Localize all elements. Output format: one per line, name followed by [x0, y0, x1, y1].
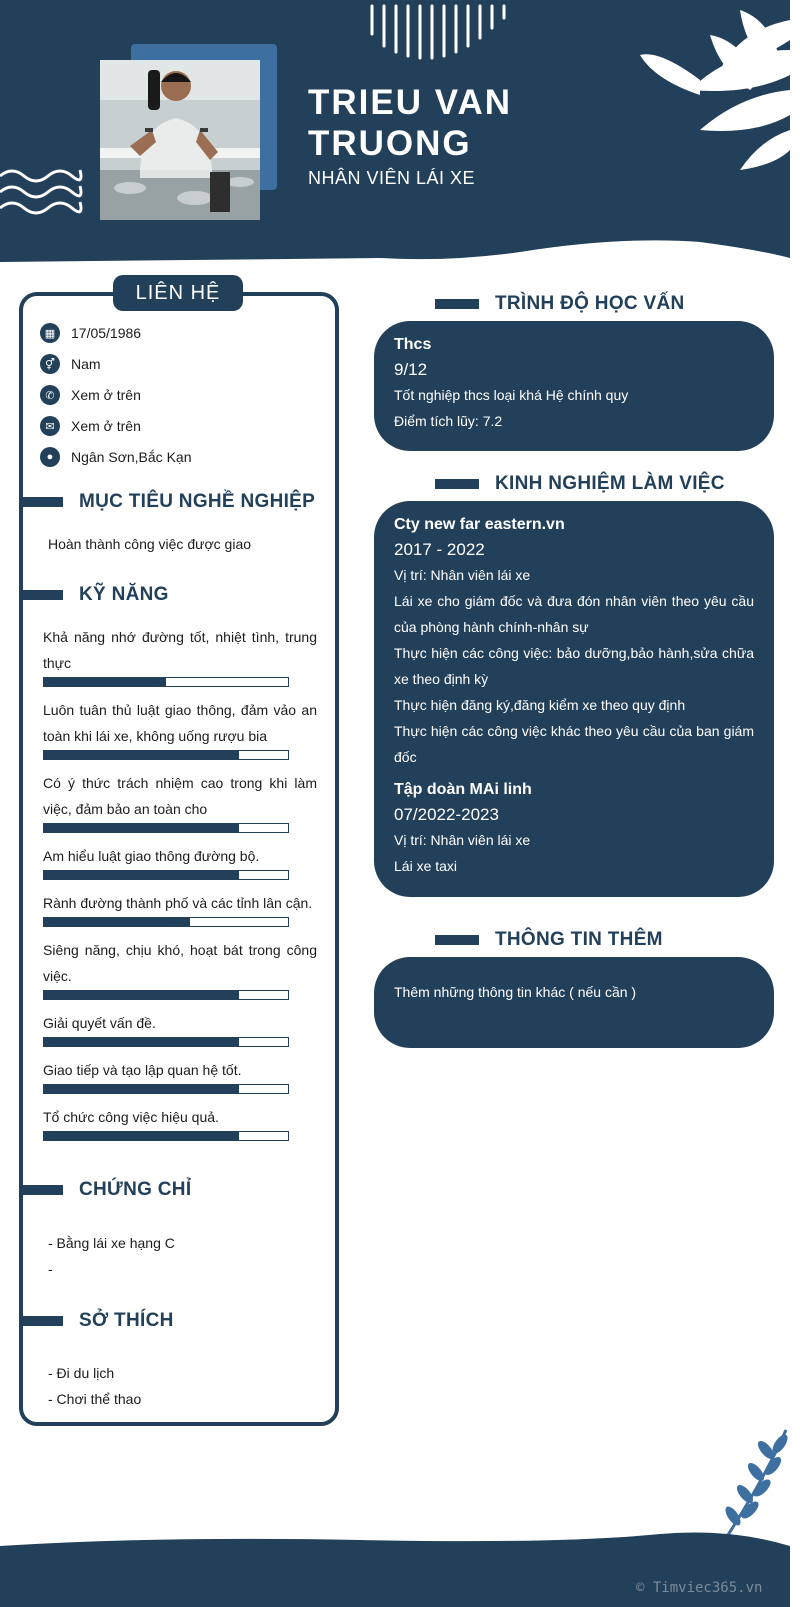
contact-birthday — [40, 322, 141, 344]
skill-name: Khả năng nhớ đường tốt, nhiệt tình, trung thực — [43, 629, 317, 671]
contact-email-value: Xem ở trên — [71, 418, 141, 434]
skill-level-fill — [44, 678, 166, 686]
experience-item — [394, 780, 754, 879]
experience-detail: Lái xe cho giám đốc và đưa đón nhân viên theo yêu cầu của phòng hành chính-nhân sự — [394, 593, 754, 635]
certificate-line: - — [48, 1261, 53, 1277]
experience-heading: KINH NGHIỆM LÀM VIỆC — [495, 473, 725, 494]
skill-level-bar — [43, 870, 289, 880]
skill-name: Luôn tuân thủ luật giao thông, đảm vảo an toàn khi lái xe, không uống rượu bia — [43, 702, 317, 744]
candidate-name: TRIEU VAN TRUONG — [308, 83, 513, 163]
skill-name: Giải quyết vấn đề. — [43, 1015, 156, 1031]
footer-watermark: © Timviec365.vn — [636, 1580, 763, 1596]
education-card — [374, 321, 774, 451]
phone-icon: ✆ — [40, 385, 60, 405]
skill-item — [43, 624, 317, 687]
branch-decoration — [718, 1426, 790, 1544]
gender-icon: ⚥ — [40, 354, 60, 374]
skill-name: Giao tiếp và tạo lập quan hệ tốt. — [43, 1062, 242, 1078]
skills-heading: KỸ NĂNG — [79, 584, 169, 605]
education-detail: Điểm tích lũy: 7.2 — [394, 413, 503, 429]
skill-level-bar — [43, 1084, 289, 1094]
skill-level-fill — [44, 824, 239, 832]
experience-detail: Lái xe taxi — [394, 858, 458, 874]
skill-level-fill — [44, 918, 190, 926]
contact-email — [40, 415, 141, 437]
education-school: Thcs — [394, 336, 432, 353]
objective-text: Hoàn thành công việc được giao — [48, 536, 252, 552]
skills-section-heading — [19, 584, 169, 606]
skill-level-bar — [43, 823, 289, 833]
contact-address-value: Ngân Sơn,Bắc Kạn — [71, 449, 192, 465]
experience-company: Tập doàn MAi linh — [394, 781, 532, 798]
additional-text: Thêm những thông tin khác ( nếu cần ) — [394, 984, 637, 1000]
contact-heading: LIÊN HỆ — [113, 275, 243, 311]
hobby-line: - Đi du lịch — [48, 1365, 115, 1381]
experience-time: 07/2022-2023 — [394, 805, 499, 824]
skill-level-fill — [44, 1132, 239, 1140]
skill-level-fill — [44, 991, 239, 999]
hobby-line: - Chơi thể thao — [48, 1391, 142, 1407]
location-pin-icon: ● — [40, 447, 60, 467]
experience-detail: Thực hiện các công việc: bảo dưỡng,bảo hành,sửa chữa xe theo định kỳ — [394, 645, 754, 687]
skill-level-bar — [43, 917, 289, 927]
skill-level-fill — [44, 751, 239, 759]
header-banner — [0, 0, 790, 270]
skill-level-fill — [44, 1038, 239, 1046]
education-time: 9/12 — [394, 360, 428, 379]
skill-name: Tổ chức công việc hiệu quả. — [43, 1109, 219, 1125]
contact-address — [40, 446, 191, 468]
experience-item — [394, 515, 754, 770]
email-icon: ✉ — [40, 416, 60, 436]
experience-detail: Vị trí: Nhân viên lái xe — [394, 832, 531, 848]
additional-heading: THÔNG TIN THÊM — [495, 929, 663, 950]
section-bar — [435, 935, 479, 945]
experience-detail: Thực hiện các công việc khác theo yêu cầu của ban giám đốc — [394, 723, 754, 765]
skill-name: Siêng năng, chịu khó, hoạt bát trong công việc. — [43, 942, 317, 984]
contact-gender — [40, 353, 101, 375]
skill-level-bar — [43, 750, 289, 760]
hobbies-section-heading — [19, 1310, 174, 1332]
contact-birthday-value: 17/05/1986 — [71, 325, 142, 341]
skill-level-bar — [43, 1037, 289, 1047]
education-heading: TRÌNH ĐỘ HỌC VẤN — [495, 293, 685, 314]
objective-heading: MỤC TIÊU NGHỀ NGHIỆP — [79, 491, 316, 512]
experience-detail: Vị trí: Nhân viên lái xe — [394, 567, 531, 583]
skill-item — [43, 1010, 317, 1047]
certificates-section-heading — [19, 1179, 191, 1201]
skill-level-fill — [44, 871, 239, 879]
skill-item — [43, 890, 317, 927]
objective-section-heading — [19, 491, 315, 513]
additional-card — [374, 957, 774, 1048]
certificates-heading: CHỨNG CHỈ — [79, 1179, 192, 1200]
experience-time: 2017 - 2022 — [394, 540, 485, 559]
section-bar — [19, 497, 63, 507]
skill-name: Rành đường thành phố và các tỉnh lân cận. — [43, 895, 313, 911]
contact-phone — [40, 384, 141, 406]
skill-level-bar — [43, 1131, 289, 1141]
experience-section-heading — [435, 473, 725, 495]
additional-section-heading — [435, 929, 663, 951]
certificate-line: - Bằng lái xe hạng C — [48, 1235, 175, 1251]
skill-name: Am hiểu luật giao thông đường bộ. — [43, 848, 260, 864]
experience-card — [374, 501, 774, 897]
experience-detail: Thực hiện đăng ký,đăng kiểm xe theo quy định — [394, 697, 686, 713]
skill-item — [43, 770, 317, 833]
skill-item — [43, 1104, 317, 1141]
section-bar — [19, 590, 63, 600]
education-detail: Tốt nghiệp thcs loại khá Hệ chính quy — [394, 387, 629, 403]
education-item — [394, 335, 754, 434]
section-bar — [19, 1185, 63, 1195]
skill-item — [43, 937, 317, 1000]
candidate-title: NHÂN VIÊN LÁI XE — [308, 168, 476, 188]
skill-level-bar — [43, 990, 289, 1000]
experience-company: Cty new far eastern.vn — [394, 516, 565, 533]
contact-gender-value: Nam — [71, 356, 101, 372]
skill-item — [43, 1057, 317, 1094]
skill-name: Có ý thức trách nhiệm cao trong khi làm việc, đảm bảo an toàn cho — [43, 775, 317, 817]
section-bar — [435, 479, 479, 489]
section-bar — [19, 1316, 63, 1326]
profile-photo — [100, 60, 260, 220]
skill-item — [43, 697, 317, 760]
skill-level-bar — [43, 677, 289, 687]
skill-item — [43, 843, 317, 880]
hobbies-heading: SỞ THÍCH — [79, 1310, 174, 1331]
skill-level-fill — [44, 1085, 239, 1093]
section-bar — [435, 299, 479, 309]
calendar-icon: ▦ — [40, 323, 60, 343]
contact-phone-value: Xem ở trên — [71, 387, 141, 403]
education-section-heading — [435, 293, 685, 315]
